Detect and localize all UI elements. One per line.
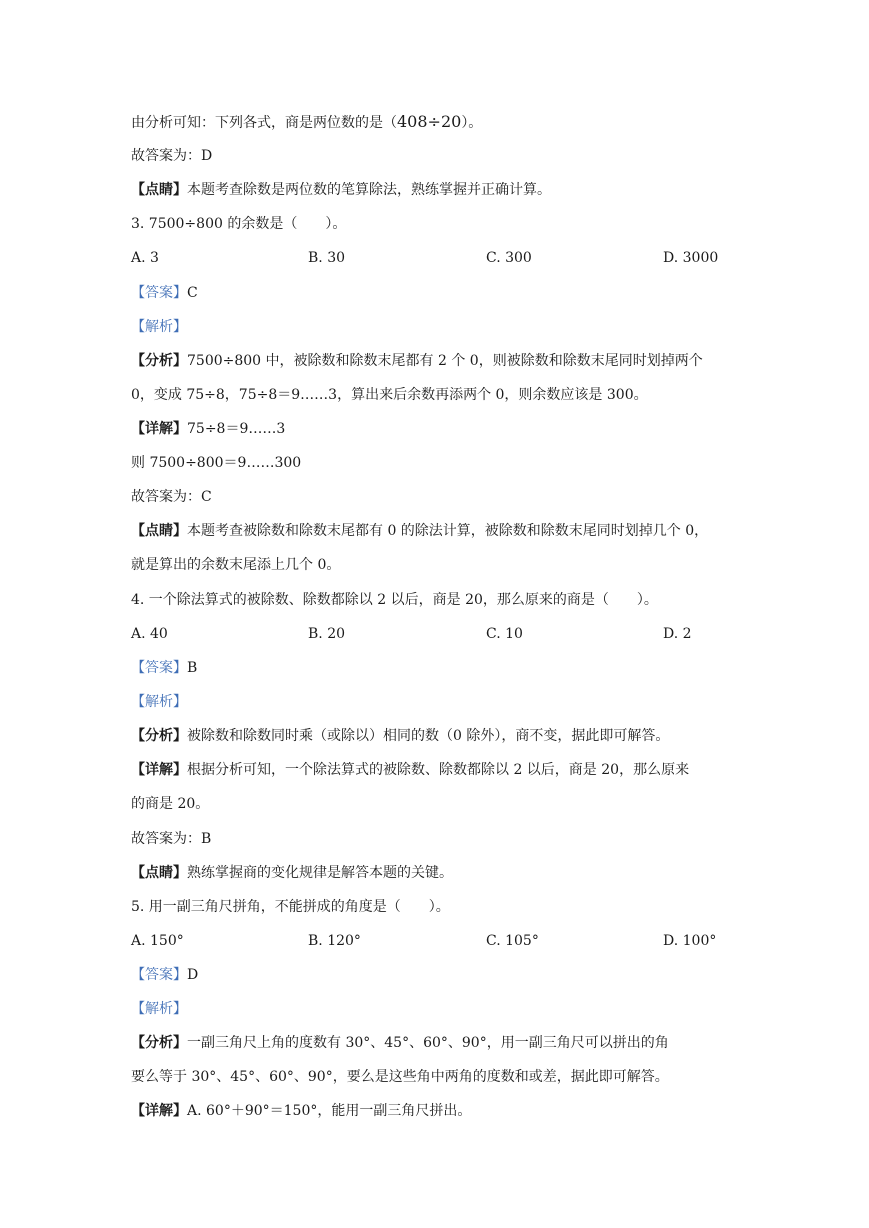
q4-option-b: B. 20 (308, 626, 346, 642)
q4-question: 4. 一个除法算式的被除数、除数都除以 2 以后，商是 20，那么原来的商是（ ）。 (131, 592, 658, 608)
q3-comment-text1: 本题考查被除数和除数末尾都有 0 的除法计算，被除数和除数末尾同时划掉几个 0， (187, 523, 709, 539)
q2-comment-text: 本题考查除数是两位数的笔算除法，熟练掌握并正确计算。 (187, 182, 551, 198)
q4-fenxi-label: 【分析】 (131, 728, 187, 744)
q4-xiangjie-line2: 的商是 20。 (131, 796, 210, 812)
q3-analysis-label: 【解析】 (131, 319, 187, 335)
q2-conclusion (131, 112, 482, 133)
q4-comment-label: 【点睛】 (131, 865, 187, 881)
q2-comment (131, 180, 551, 200)
q2-conclusion-suffix: ）。 (461, 115, 483, 131)
q3-option-d: D. 3000 (663, 250, 719, 266)
q5-answer-label: 【答案】 (131, 967, 187, 983)
q2-comment-label: 【点睛】 (131, 182, 187, 198)
q3-option-a: A. 3 (131, 250, 159, 266)
q4-xiangjie-text1: 根据分析可知，一个除法算式的被除数、除数都除以 2 以后，商是 20，那么原来 (187, 762, 690, 778)
q3-fenxi-line1 (131, 351, 703, 371)
q4-comment (131, 863, 453, 883)
q5-fenxi-label: 【分析】 (131, 1035, 187, 1051)
q4-option-d: D. 2 (663, 626, 692, 642)
q3-fenxi-text1: 7500÷800 中，被除数和除数末尾都有 2 个 0，则被除数和除数末尾同时划掉两个 (187, 353, 703, 369)
q3-xiangjie-line1 (131, 419, 285, 439)
q5-fenxi-line2: 要么等于 30°、45°、60°、90°，要么是这些角中两角的度数和或差，据此即可解答。 (131, 1069, 669, 1085)
q3-answer-label: 【答案】 (131, 285, 187, 301)
q4-option-a: A. 40 (131, 626, 168, 642)
q5-answer (131, 965, 198, 985)
q3-option-c: C. 300 (486, 250, 532, 266)
q5-answer-value: D (187, 967, 199, 983)
q5-option-a: A. 150° (131, 933, 184, 949)
q2-conclusion-prefix: 由分析可知：下列各式，商是两位数的是（ (131, 115, 397, 131)
q5-fenxi-text1: 一副三角尺上角的度数有 30°、45°、60°、90°，用一副三角尺可以拼出的角 (187, 1035, 669, 1051)
q4-analysis-label: 【解析】 (131, 694, 187, 710)
q3-fenxi-line2: 0，变成 75÷8，75÷8＝9……3，算出来后余数再添两个 0，则余数应该是 300。 (131, 387, 648, 403)
q4-answer (131, 658, 197, 678)
q4-fenxi-text: 被除数和除数同时乘（或除以）相同的数（0 除外），商不变，据此即可解答。 (187, 728, 670, 744)
q3-xiangjie-text1: 75÷8＝9……3 (187, 421, 286, 437)
q5-option-d: D. 100° (663, 933, 717, 949)
q3-xiangjie-line2: 则 7500÷800＝9……300 (131, 455, 302, 471)
q5-analysis-label: 【解析】 (131, 1001, 187, 1017)
q3-xiangjie-label: 【详解】 (131, 421, 187, 437)
q4-final-answer: 故答案为：B (131, 831, 212, 847)
q3-answer (131, 283, 198, 303)
q5-option-c: C. 105° (486, 933, 539, 949)
q3-fenxi-label: 【分析】 (131, 353, 187, 369)
q4-answer-label: 【答案】 (131, 660, 187, 676)
q2-conclusion-expr: 408÷20 (397, 112, 462, 131)
q5-fenxi-line1 (131, 1033, 669, 1053)
q4-comment-text: 熟练掌握商的变化规律是解答本题的关键。 (187, 865, 453, 881)
q3-final-answer: 故答案为：C (131, 489, 212, 505)
q3-answer-value: C (187, 285, 198, 301)
q5-xiangjie-text: A. 60°＋90°＝150°，能用一副三角尺拼出。 (187, 1103, 472, 1119)
q5-option-b: B. 120° (308, 933, 361, 949)
q3-comment-line2: 就是算出的余数末尾添上几个 0。 (131, 557, 341, 573)
q4-xiangjie-label: 【详解】 (131, 762, 187, 778)
q4-xiangjie-line1 (131, 760, 689, 780)
q3-comment-line1 (131, 521, 708, 541)
q4-option-c: C. 10 (486, 626, 523, 642)
q3-question: 3. 7500÷800 的余数是（ ）。 (131, 216, 347, 232)
q5-xiangjie-label: 【详解】 (131, 1103, 187, 1119)
q4-fenxi (131, 726, 669, 746)
q3-comment-label: 【点睛】 (131, 523, 187, 539)
q4-answer-value: B (187, 660, 198, 676)
q5-xiangjie (131, 1101, 471, 1121)
q3-option-b: B. 30 (308, 250, 346, 266)
q2-final-answer: 故答案为：D (131, 148, 213, 164)
q5-question: 5. 用一副三角尺拼角，不能拼成的角度是（ ）。 (131, 899, 450, 915)
